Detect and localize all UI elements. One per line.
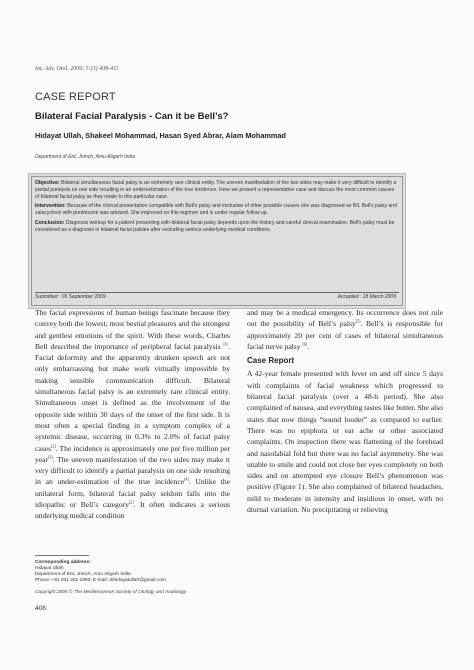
author-list: Hidayat Ullah, Shakeel Mohammad, Hasan Syed Abrar, Alam Mohammad	[35, 131, 286, 140]
copyright-line: Copyright 2005 © The Mediterranean Society of Otology and Audiology	[35, 590, 187, 595]
citation-ref[interactable]: [2]	[128, 499, 134, 505]
corr-name: Hidayat Ullah	[35, 566, 64, 571]
article-type: CASE REPORT	[35, 91, 116, 103]
citation-ref[interactable]: [3]	[48, 454, 53, 460]
body-column-left	[35, 307, 230, 522]
body-column-right	[247, 307, 443, 515]
article-title: Bilateral Facial Paralysis - Can it be Bell’s?	[35, 111, 229, 122]
abstract-divider	[35, 292, 399, 293]
submitted-date: Submitted : 06 September 2009	[35, 294, 106, 301]
corr-contact: Phone: +91 941 201 1993; E-mail: drhidayatullah@gmail.com	[35, 578, 166, 583]
citation-ref[interactable]: [6]	[302, 341, 308, 347]
affiliation: Department of Ent, Jnmch, Amu Aligarh India	[35, 154, 135, 160]
accepted-date: Accepted : 18 March 2009	[337, 294, 396, 301]
abstract-intervention: Intervention: Because of the clinical presentation compatible with Bell's palsy and exclusion of other possible causes she was diagnosed as B/L Bell's palsy and valacyclovir with prednisone was advised. She improved on this regimen and is under regular follow up.	[35, 203, 397, 217]
citation-ref[interactable]: [4]	[184, 476, 189, 482]
citation-ref[interactable]: [2]	[51, 443, 56, 449]
citation-ref[interactable]: [5]	[355, 318, 361, 324]
intro-continuation: and may be a medical emergency. Its occurrence does not rule out the possibility of Bell’s palsy[5]. Bell’s is responsible for approximately 20 per cent of cases of bilateral simultaneous facial nerve palsy [6].	[247, 308, 444, 351]
submission-dates	[35, 294, 396, 301]
page-number: 408	[35, 605, 46, 612]
footnote-divider	[35, 555, 89, 556]
corr-heading: Corresponding address:	[35, 560, 91, 565]
case-paragraph: A 42-year female presented with fever on and off since 5 days with complaints of facial weakness which progressed to bilateral facial paralysis (over a 48-h period). She also complained of nausea, and everything tastes like butter. She also states that now things “sound louder” as compared to earlier. There was no epiphora or ear ache or other associated complaints. On inspection there was flattening of the forehead and nasolabial fold but there was no facial asymmetry. She was unable to smile and could not close her eyes completely on both sides and on attempted eye closure Bell’s phenomenon was positive (Figure 1). She also complained of bilateral headaches, mild to moderate in intensity and insidious in onset, with no diurnal variation. No precipitating or relieving	[247, 369, 443, 515]
journal-citation: Int. Adv. Otol. 2009; 5:(3) 408-411	[35, 66, 119, 72]
section-heading-case-report: Case Report	[247, 356, 295, 366]
abstract-box	[28, 173, 406, 309]
abstract-objective: Objective: Bilateral simultaneous facial palsy is an extremely rare clinical entity. The uneven manifestation of the two sides may make it very difficult to identify a partial paralysis on one side resulting in an underestimation of the true incidence. Here we present a representative case and discuss the most common causes of bilateral facial palsy as they relate to this particular case.	[35, 180, 397, 200]
citation-ref[interactable]: [1]	[223, 341, 229, 347]
intro-paragraph: The facial expressions of human beings fascinate because they convey both the lowest, most bestial pleasures and the strongest and gentlest emotions of the spirit. With these words, Charles Bell described the importance of peripheral facial paralysis [1]. Facial deformity and the apparently drunken speech are not only embarrassing but make work virtually impossible by making sensible communication difficult. Bilateral simultaneous facial palsy is an extremely rare clinical entity. Simultaneous onset is defined as the involvement of the opposite side within 30 days of the onset of the first side. It is most often a special finding in a symptom complex of a systemic disease, occurring in 0.3% to 2.0% of facial palsy cases[2]. The incidence is approximately one per five million per year[3]. The uneven manifestation of the two sides may make it very difficult to identify a partial paralysis on one side resulting in an under-estimation of the true incidence[4]. Unlike the unilateral form, bilateral facial palsy seldom falls into the idiopathic or Bell’s category[2]. It often indicates a serious underlying medical condition	[35, 308, 231, 521]
corr-dept: Department of Ent, Jnmch, Amu Aligarh India	[35, 572, 131, 577]
abstract-conclusion: Conclusion: Diagnosis workup for a patient presenting with bilateral facial palsy depends upon the history and careful clinical examination. Bell's palsy must be considered as a diagnosis in bilateral facial palsies after excluding serious underlying medical conditions.	[35, 219, 395, 233]
corresponding-address	[35, 560, 166, 584]
